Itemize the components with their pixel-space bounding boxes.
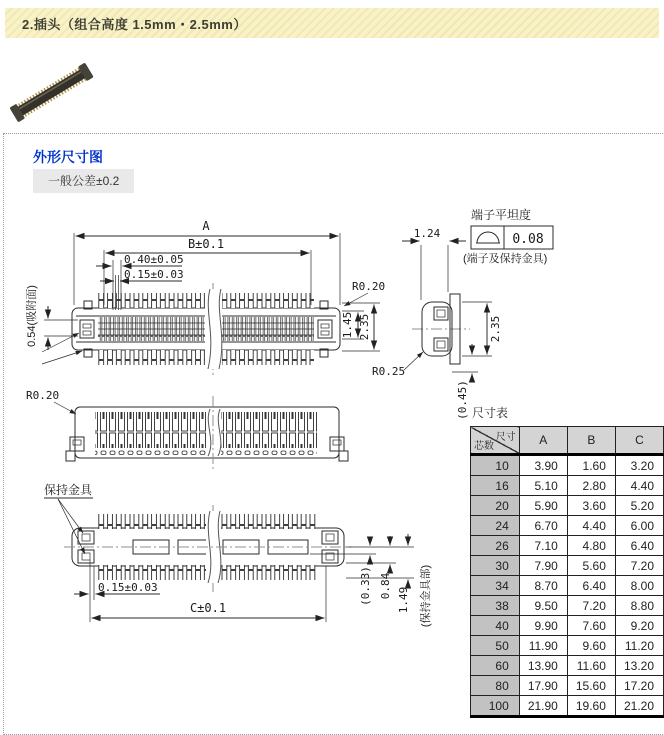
table-row: 16 5.10 2.80 4.40 bbox=[471, 476, 664, 496]
dim-124-label: 1.24 bbox=[413, 227, 441, 240]
corner-header-cell bbox=[471, 427, 520, 455]
table-row: 10 3.90 1.60 3.20 bbox=[471, 455, 664, 476]
dim-235-top-label: 2.35 bbox=[358, 313, 371, 341]
dim-width-label: 0.15±0.03 bbox=[124, 268, 184, 281]
dim-145-label: 1.45 bbox=[341, 311, 354, 339]
r025-label: R0.25 bbox=[372, 365, 406, 378]
table-row: 80 17.90 15.60 17.20 bbox=[471, 676, 664, 696]
suction-face-label: 0.54(吸附面) bbox=[26, 285, 38, 347]
dim-033-label: (0.33) bbox=[359, 566, 372, 606]
dim-a-label: A bbox=[202, 219, 210, 233]
flatness-symbol-icon bbox=[477, 232, 499, 243]
flatness-title: 端子平坦度 bbox=[471, 208, 532, 222]
fitting-label: 保持金具 bbox=[44, 483, 93, 497]
table-row: 20 5.90 3.60 5.20 bbox=[471, 496, 664, 516]
col-header-c: C bbox=[615, 427, 663, 455]
dim-149-label: 1.49 bbox=[397, 586, 410, 614]
top-view-r020-label: R0.20 bbox=[352, 280, 386, 293]
side-view bbox=[372, 207, 553, 420]
front-view-r020-label: R0.20 bbox=[26, 389, 60, 402]
table-row: 38 9.50 7.20 8.80 bbox=[471, 596, 664, 616]
dim-pitch-label: 0.40±0.05 bbox=[124, 253, 184, 266]
table-row: 26 7.10 4.80 6.40 bbox=[471, 536, 664, 556]
col-header-b: B bbox=[567, 427, 615, 455]
top-view bbox=[24, 219, 385, 375]
front-view bbox=[26, 389, 348, 472]
flatness-value: 0.08 bbox=[512, 232, 544, 247]
table-row: 50 11.90 9.60 11.20 bbox=[471, 636, 664, 656]
dim-b-label: B±0.1 bbox=[187, 237, 225, 251]
size-table bbox=[470, 426, 664, 718]
section-title: 外形尺寸图 bbox=[33, 149, 103, 165]
table-row: 60 13.90 11.60 13.20 bbox=[471, 656, 664, 676]
dim-edge-label: 0.15±0.03 bbox=[98, 581, 158, 594]
corner-label-size: 尺寸 bbox=[495, 432, 516, 443]
table-row: 24 6.70 4.40 6.00 bbox=[471, 516, 664, 536]
page-title: 2.插头（组合高度 1.5mm・2.5mm） bbox=[22, 16, 247, 32]
fitting-part-label: (保持金具部) bbox=[420, 564, 432, 628]
flatness-note: (端子及保持金具) bbox=[463, 253, 548, 265]
corner-label-pins: 芯数 bbox=[474, 441, 494, 452]
size-table-section bbox=[470, 404, 664, 718]
table-row: 34 8.70 6.40 8.00 bbox=[471, 576, 664, 596]
size-table-header-row bbox=[471, 427, 664, 455]
bottom-view bbox=[44, 482, 432, 627]
dim-084-label: 0.84 bbox=[379, 572, 392, 600]
table-row: 100 21.90 19.60 21.20 bbox=[471, 696, 664, 717]
col-header-a: A bbox=[519, 427, 567, 455]
size-table-title: 尺寸表 bbox=[472, 406, 509, 420]
dim-235-side-label: 2.35 bbox=[489, 315, 502, 343]
dim-045-label: (0.45) bbox=[456, 380, 469, 420]
table-row: 40 9.90 7.60 9.20 bbox=[471, 616, 664, 636]
tolerance-note: 一般公差±0.2 bbox=[33, 169, 134, 193]
dim-c-label: C±0.1 bbox=[189, 601, 227, 615]
table-row: 30 7.90 5.60 7.20 bbox=[471, 556, 664, 576]
